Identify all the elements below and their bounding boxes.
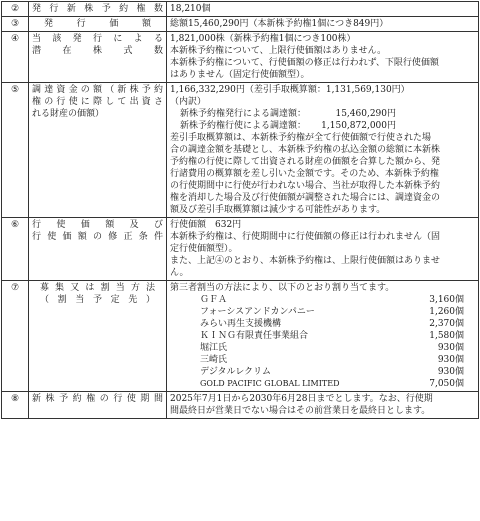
allotment-count: 930個 xyxy=(437,343,464,353)
allocation-item xyxy=(170,378,475,390)
table-row xyxy=(2,32,479,83)
label-line: 新株予約権の行使期間 xyxy=(32,394,163,404)
value-line: 1,166,332,290円（差引手取概算額：1,131,569,130円） xyxy=(170,85,410,95)
allottee-name: デジタルレクリム xyxy=(200,367,272,377)
value-line: 予約権の行使に際して出資される財産の価額を合算した額から、発 xyxy=(170,157,441,167)
table-row xyxy=(2,17,479,32)
row-number: ④ xyxy=(2,32,29,83)
allotment-count: 2,370個 xyxy=(429,319,464,329)
label-line: 発行価額 xyxy=(44,19,151,29)
table-row xyxy=(2,2,479,17)
label-line: 潜在株式数 xyxy=(32,46,163,56)
row-number: ② xyxy=(2,2,29,17)
label-line: 行使価額の修正条件 xyxy=(32,232,163,242)
row-label xyxy=(29,32,167,83)
row-value xyxy=(167,32,479,83)
breakdown-amount: 1,150,872,000円 xyxy=(321,121,396,131)
label-line: （割当予定先） xyxy=(40,295,155,305)
label-line: 募集又は割当方法 xyxy=(40,283,155,293)
allotment-count: 930個 xyxy=(437,367,464,377)
value-line: 第三者割当の方法により、以下のとおり割り当てます。 xyxy=(170,283,395,293)
allocation-item xyxy=(170,354,475,366)
row-value xyxy=(167,83,479,218)
value-line: （内訳） xyxy=(170,97,207,107)
breakdown-amount: 15,460,290円 xyxy=(335,109,396,119)
row-label xyxy=(29,17,167,32)
securities-terms-table xyxy=(1,1,479,419)
value-line: 定行使価額型）。 xyxy=(170,244,238,254)
breakdown-label: 新株予約権行使による調達額： xyxy=(180,121,307,131)
value-line: の行使期間中に行使が行われない場合、当社が取得した本新株予約 xyxy=(170,181,441,191)
row-value xyxy=(167,218,479,281)
row-number: ⑦ xyxy=(2,281,29,392)
value-line: 額及び差引手取概算額は減少する可能性があります。 xyxy=(170,205,386,215)
value-line: また、上記④のとおり、本新株予約権は、上限行使価額はありませ xyxy=(170,256,441,266)
table-row xyxy=(2,218,479,281)
value-line: 総額15,460,290円（本新株予約権1個につき849円） xyxy=(170,19,389,29)
value-line: 1,821,000株（新株予約権1個につき100株） xyxy=(170,34,356,44)
allottee-name: GOLD PACIFIC GLOBAL LIMITED xyxy=(200,379,340,388)
row-label xyxy=(29,392,167,419)
allotment-count: 930個 xyxy=(437,355,464,365)
label-line: れる財産の価額） xyxy=(32,109,105,119)
row-number: ⑧ xyxy=(2,392,29,419)
allotment-count: 1,260個 xyxy=(429,307,464,317)
allocation-item xyxy=(170,306,475,318)
label-line: 当該発行による xyxy=(32,34,163,44)
value-line: 合の調達金額を基礎とし、本新株予約権の払込金額の総額に本新株 xyxy=(170,145,441,155)
label-line: 調達資金の額（新株予約 xyxy=(32,85,163,95)
breakdown-label: 新株予約権発行による調達額： xyxy=(180,109,307,119)
allottee-name: 三崎氏 xyxy=(200,355,228,365)
label-line: 権の行使に際して出資さ xyxy=(32,97,163,107)
allottee-name: 堀江氏 xyxy=(200,343,228,353)
label-line: 行使価額及び xyxy=(32,220,163,230)
row-value xyxy=(167,17,479,32)
row-number: ⑤ xyxy=(2,83,29,218)
table-row xyxy=(2,392,479,419)
allottee-name: みらい再生支援機構 xyxy=(200,319,282,329)
row-value xyxy=(167,392,479,419)
row-label xyxy=(29,281,167,392)
allotment-count: 1,580個 xyxy=(429,331,464,341)
value-line: 本新株予約権について、行使価額の修正は行われず、下限行使価額 xyxy=(170,58,439,68)
row-number: ⑥ xyxy=(2,218,29,281)
row-value xyxy=(167,281,479,392)
row-label xyxy=(29,2,167,17)
allottee-name: ＫＩＮＧ有限責任事業組合 xyxy=(200,331,309,341)
breakdown-item xyxy=(170,120,475,132)
value-line: ん。 xyxy=(170,268,189,278)
row-value xyxy=(167,2,479,17)
allottee-name: フォーシスアンドカンパニー xyxy=(200,307,315,317)
allocation-item xyxy=(170,342,475,354)
value-line: 行諸費用の概算額を差し引いた金額です。そのため、本新株予約権 xyxy=(170,169,439,179)
row-label xyxy=(29,218,167,281)
breakdown-item xyxy=(170,108,475,120)
allotment-count: 3,160個 xyxy=(429,295,464,305)
table-row xyxy=(2,281,479,392)
value-line: 18,210個 xyxy=(170,4,211,14)
allocation-item xyxy=(170,366,475,378)
row-number: ③ xyxy=(2,17,29,32)
value-line: 間最終日が営業日でない場合はその前営業日を最終日とします。 xyxy=(170,406,431,416)
label-line: 発行新株予約権数 xyxy=(32,4,163,14)
allottee-name: ＧＦＡ xyxy=(200,295,228,305)
allocation-item xyxy=(170,294,475,306)
row-label xyxy=(29,83,167,218)
value-line: 2025年7月1日から2030年6月28日までとします。なお、行使期 xyxy=(170,394,433,404)
value-line: はありません（固定行使価額型）。 xyxy=(170,70,310,80)
value-line: 差引手取概算額は、本新株予約権が全て行使価額で行使された場 xyxy=(170,133,432,143)
allotment-count: 7,050個 xyxy=(429,379,464,389)
allocation-item xyxy=(170,318,475,330)
allocation-item xyxy=(170,330,475,342)
value-line: 本新株予約権について、上限行使価額はありません。 xyxy=(170,46,387,56)
table-row xyxy=(2,83,479,218)
value-line: 行使価額 632円 xyxy=(170,220,242,230)
value-line: 本新株予約権は、行使期間中に行使価額の修正は行われません（固 xyxy=(170,232,441,242)
value-line: 権を消却した場合及び行使価額が調整された場合には、調達資金の xyxy=(170,193,441,203)
